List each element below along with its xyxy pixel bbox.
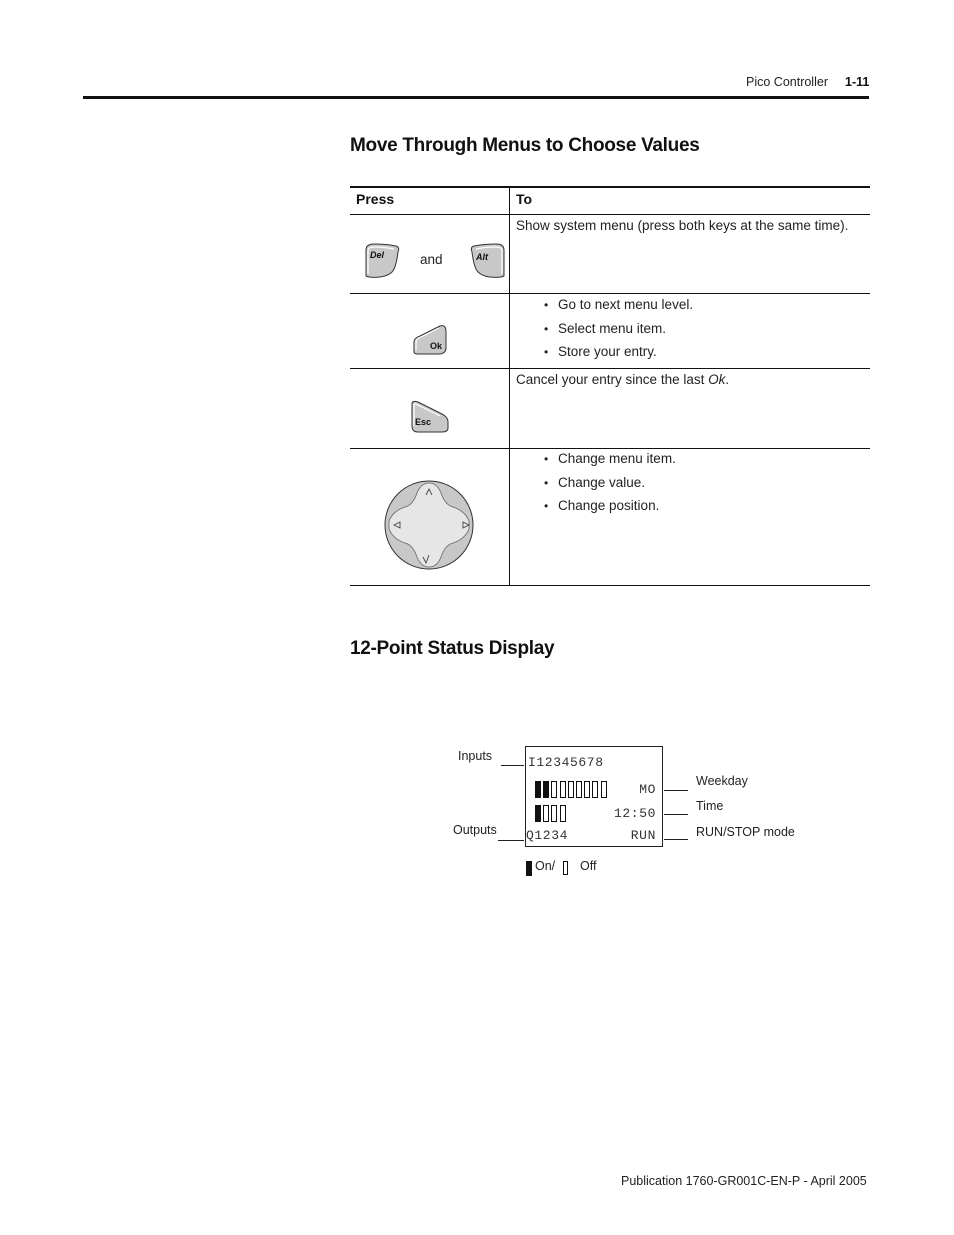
running-header: Pico Controller	[746, 75, 828, 89]
state-off-block	[584, 781, 590, 798]
state-off-block	[568, 781, 574, 798]
publication-footer: Publication 1760-GR001C-EN-P - April 2005	[621, 1174, 867, 1188]
state-off-block	[601, 781, 607, 798]
header-rule	[350, 214, 870, 215]
time-value: 12:50	[613, 806, 656, 821]
weekday-label: Weekday	[696, 774, 748, 788]
legend-off-label: Off	[580, 859, 597, 873]
table-bottom-rule	[350, 585, 870, 586]
row-ok	[412, 324, 448, 361]
state-on-block	[535, 781, 541, 798]
del-key-icon	[366, 244, 399, 277]
svg-text:Ok: Ok	[430, 341, 443, 351]
state-off-block	[551, 781, 557, 798]
state-on-block	[543, 781, 549, 798]
svg-text:Del: Del	[370, 250, 385, 260]
outputs-leader	[498, 840, 524, 841]
row4-bullets	[544, 451, 676, 522]
row-esc	[410, 400, 450, 439]
column-header-to: To	[516, 191, 533, 207]
section-title-status: 12-Point Status Display	[350, 638, 555, 659]
weekday-leader	[664, 790, 688, 791]
ok-key-icon	[412, 324, 448, 356]
row-divider	[350, 448, 870, 449]
output-numbers: Q1234	[526, 828, 569, 843]
state-off-block	[576, 781, 582, 798]
row3-description	[516, 372, 729, 388]
mode-leader	[664, 839, 688, 840]
bullet-item: • Select menu item.	[544, 321, 693, 345]
text-prefix: Cancel your entry since the last	[516, 372, 709, 387]
esc-key-icon	[410, 400, 450, 434]
on-swatch	[526, 861, 532, 876]
row-divider	[350, 368, 870, 369]
bullet-item: • Go to next menu level.	[544, 297, 693, 321]
state-off-block	[560, 781, 566, 798]
text-suffix: .	[725, 372, 730, 387]
mode-label: RUN/STOP mode	[696, 825, 795, 839]
time-label: Time	[696, 799, 724, 813]
ok-emphasis: Ok	[708, 372, 726, 387]
row-cursor	[383, 477, 475, 578]
row-divider	[350, 293, 870, 294]
state-off-block	[543, 805, 549, 822]
column-header-press: Press	[356, 191, 395, 207]
weekday-value: MO	[639, 782, 656, 797]
state-off-block	[592, 781, 598, 798]
bullet-item: • Change menu item.	[544, 451, 676, 475]
bullet-item: • Change value.	[544, 475, 676, 499]
and-label: and	[420, 252, 443, 267]
bullet-item: • Change position.	[544, 498, 676, 522]
header-rule	[83, 96, 869, 99]
state-off-block	[551, 805, 557, 822]
time-leader	[664, 814, 688, 815]
row2-bullets	[544, 297, 693, 368]
outputs-label: Outputs	[453, 823, 497, 837]
inputs-label: Inputs	[458, 749, 493, 763]
state-on-block	[535, 805, 541, 822]
input-numbers: I12345678	[528, 755, 604, 770]
svg-text:Alt: Alt	[476, 252, 488, 262]
off-swatch	[563, 861, 568, 875]
bullet-item: • Store your entry.	[544, 344, 693, 368]
row1-description: Show system menu (press both keys at the same time).	[516, 218, 849, 233]
cursor-pad-icon	[383, 477, 475, 573]
svg-text:Esc: Esc	[415, 417, 432, 427]
status-display	[525, 746, 663, 847]
state-off-block	[560, 805, 566, 822]
mode-value: RUN	[630, 828, 656, 843]
page-number: 1-11	[845, 75, 870, 89]
section-title-menus: Move Through Menus to Choose Values	[350, 135, 700, 156]
legend-on-label: On/	[535, 859, 556, 873]
table-top-rule	[350, 186, 870, 188]
inputs-leader	[501, 765, 524, 766]
